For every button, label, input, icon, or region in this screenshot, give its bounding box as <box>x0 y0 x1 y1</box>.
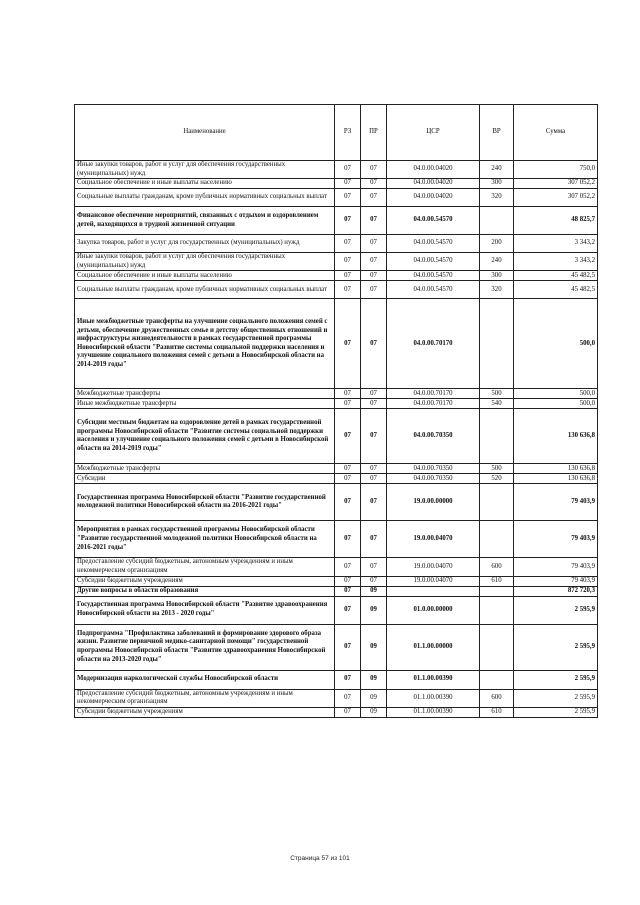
cell-name: Финансовое обеспечение мероприятий, связанных с отдыхом и оздоровлением детей, находящихся в трудной жизненной ситуации <box>75 207 335 235</box>
cell-rz: 07 <box>335 586 361 596</box>
table-row <box>75 179 598 189</box>
cell-name: Социальные выплаты гражданам, кроме публичных нормативных социальных выплат <box>75 281 335 299</box>
table-row <box>75 689 598 707</box>
cell-sum: 500,0 <box>514 299 598 389</box>
table-row <box>75 409 598 464</box>
cell-sum: 45 482,5 <box>514 271 598 281</box>
table-row <box>75 189 598 207</box>
cell-csr: 04.0.00.70170 <box>387 389 480 399</box>
cell-sum: 500,0 <box>514 399 598 409</box>
cell-vr: 200 <box>480 235 514 253</box>
cell-rz: 07 <box>335 558 361 576</box>
cell-pr: 07 <box>361 281 387 299</box>
cell-csr: 19.0.00.00000 <box>387 484 480 521</box>
cell-pr: 07 <box>361 207 387 235</box>
table-row <box>75 161 598 179</box>
cell-rz: 07 <box>335 281 361 299</box>
cell-csr <box>387 586 480 596</box>
cell-name: Субсидии бюджетным учреждениям <box>75 707 335 717</box>
cell-vr <box>480 299 514 389</box>
cell-rz: 07 <box>335 299 361 389</box>
cell-csr: 04.0.00.70170 <box>387 399 480 409</box>
cell-sum: 3 343,2 <box>514 235 598 253</box>
cell-vr: 320 <box>480 189 514 207</box>
cell-name: Предоставление субсидий бюджетным, автономным учреждениям и иным некоммерческим организациям <box>75 689 335 707</box>
cell-csr: 19.0.00.04070 <box>387 521 480 558</box>
cell-vr: 610 <box>480 576 514 586</box>
table-row <box>75 253 598 271</box>
cell-vr: 240 <box>480 253 514 271</box>
cell-rz: 07 <box>335 576 361 586</box>
table-row <box>75 521 598 558</box>
cell-sum: 2 595,9 <box>514 624 598 670</box>
cell-sum: 45 482,5 <box>514 281 598 299</box>
cell-rz: 07 <box>335 161 361 179</box>
cell-vr: 500 <box>480 464 514 474</box>
cell-csr: 04.0.00.54570 <box>387 271 480 281</box>
cell-sum: 2 595,9 <box>514 707 598 717</box>
cell-rz: 07 <box>335 189 361 207</box>
cell-vr: 540 <box>480 399 514 409</box>
cell-sum: 130 636,8 <box>514 464 598 474</box>
cell-name: Субсидии бюджетным учреждениям <box>75 576 335 586</box>
cell-sum: 79 403,9 <box>514 484 598 521</box>
cell-vr: 600 <box>480 689 514 707</box>
cell-vr <box>480 596 514 624</box>
cell-pr: 07 <box>361 558 387 576</box>
table-row <box>75 484 598 521</box>
table-row <box>75 235 598 253</box>
cell-csr: 01.1.00.00390 <box>387 689 480 707</box>
cell-name: Предоставление субсидий бюджетным, автономным учреждениям и иным некоммерческим организациям <box>75 558 335 576</box>
cell-rz: 07 <box>335 707 361 717</box>
table-row <box>75 558 598 576</box>
table-row <box>75 707 598 717</box>
cell-name: Мероприятия в рамках государственной программы Новосибирской области "Развитие государственной молодежной политики Новосибирской области на 2016-2021 годы" <box>75 521 335 558</box>
cell-pr: 07 <box>361 484 387 521</box>
cell-vr <box>480 484 514 521</box>
cell-sum: 750,0 <box>514 161 598 179</box>
cell-pr: 07 <box>361 464 387 474</box>
table-row <box>75 389 598 399</box>
table-row <box>75 299 598 389</box>
cell-sum: 307 052,2 <box>514 189 598 207</box>
cell-name: Иные межбюджетные трансферты на улучшение социального положения семей с детьми, обеспечение дружественных семье и детству общественных отношений и инфраструктуры жизнедеятельности в рамках государственной программы Новосибирской области "Развитие системы социальной поддержки населения и улучшение социального положения семей с детьми в Новосибирской области на 2014-2019 годы" <box>75 299 335 389</box>
cell-vr <box>480 670 514 689</box>
cell-rz: 07 <box>335 689 361 707</box>
cell-vr <box>480 586 514 596</box>
cell-rz: 07 <box>335 271 361 281</box>
cell-rz: 07 <box>335 474 361 484</box>
cell-vr <box>480 207 514 235</box>
cell-name: Закупка товаров, работ и услуг для государственных (муниципальных) нужд <box>75 235 335 253</box>
header-rz: РЗ <box>335 105 361 161</box>
cell-csr: 04.0.00.70350 <box>387 474 480 484</box>
table-row <box>75 281 598 299</box>
header-name: Наименование <box>75 105 335 161</box>
cell-csr: 04.0.00.04020 <box>387 161 480 179</box>
cell-vr <box>480 624 514 670</box>
cell-name: Другие вопросы в области образования <box>75 586 335 596</box>
cell-pr: 07 <box>361 521 387 558</box>
cell-sum: 500,0 <box>514 389 598 399</box>
cell-name: Модернизация наркологической службы Новосибирской области <box>75 670 335 689</box>
cell-pr: 07 <box>361 179 387 189</box>
cell-pr: 07 <box>361 271 387 281</box>
cell-pr: 07 <box>361 474 387 484</box>
cell-csr: 19.0.00.04070 <box>387 558 480 576</box>
table-row <box>75 399 598 409</box>
cell-name: Государственная программа Новосибирской области "Развитие государственной молодежной политики Новосибирской области на 2016-2021 годы" <box>75 484 335 521</box>
cell-vr: 320 <box>480 281 514 299</box>
cell-csr: 04.0.00.54570 <box>387 235 480 253</box>
cell-name: Государственная программа Новосибирской области "Развитие здравоохранения Новосибирской области на 2013 - 2020 годы" <box>75 596 335 624</box>
cell-rz: 07 <box>335 596 361 624</box>
cell-sum: 79 403,9 <box>514 521 598 558</box>
cell-sum: 79 403,9 <box>514 576 598 586</box>
table-row <box>75 271 598 281</box>
cell-vr: 300 <box>480 179 514 189</box>
table-row <box>75 464 598 474</box>
cell-sum: 307 052,2 <box>514 179 598 189</box>
cell-vr: 520 <box>480 474 514 484</box>
cell-name: Межбюджетные трансферты <box>75 389 335 399</box>
cell-vr: 610 <box>480 707 514 717</box>
cell-rz: 07 <box>335 521 361 558</box>
cell-rz: 07 <box>335 179 361 189</box>
cell-csr: 04.0.00.04020 <box>387 189 480 207</box>
cell-pr: 07 <box>361 299 387 389</box>
table-row <box>75 474 598 484</box>
table-row <box>75 624 598 670</box>
cell-name: Подпрограмма "Профилактика заболеваний и формирование здорового образа жизни. Развитие первичной медико-санитарной помощи" государственной программы Новосибирской области "Развитие здравоохранения Новосибирской области на 2013-2020 годы" <box>75 624 335 670</box>
budget-page <box>74 104 597 718</box>
cell-sum: 2 595,9 <box>514 596 598 624</box>
table-row <box>75 207 598 235</box>
table-row <box>75 576 598 586</box>
header-csr: ЦСР <box>387 105 480 161</box>
header-pr: ПР <box>361 105 387 161</box>
cell-rz: 07 <box>335 409 361 464</box>
cell-pr: 07 <box>361 235 387 253</box>
cell-pr: 07 <box>361 253 387 271</box>
cell-csr: 01.1.00.00390 <box>387 707 480 717</box>
cell-rz: 07 <box>335 624 361 670</box>
cell-rz: 07 <box>335 484 361 521</box>
cell-pr: 07 <box>361 576 387 586</box>
cell-sum: 872 720,3 <box>514 586 598 596</box>
cell-csr: 01.1.00.00390 <box>387 670 480 689</box>
cell-name: Межбюджетные трансферты <box>75 464 335 474</box>
cell-sum: 79 403,9 <box>514 558 598 576</box>
cell-sum: 130 636,8 <box>514 474 598 484</box>
cell-csr: 04.0.00.70350 <box>387 409 480 464</box>
table-row <box>75 670 598 689</box>
cell-pr: 07 <box>361 189 387 207</box>
cell-csr: 04.0.00.54570 <box>387 207 480 235</box>
cell-sum: 2 595,9 <box>514 670 598 689</box>
cell-vr <box>480 521 514 558</box>
cell-vr: 300 <box>480 271 514 281</box>
budget-table <box>74 104 598 718</box>
cell-name: Субсидии <box>75 474 335 484</box>
cell-pr: 09 <box>361 596 387 624</box>
cell-csr: 01.1.00.00000 <box>387 624 480 670</box>
cell-pr: 09 <box>361 624 387 670</box>
cell-rz: 07 <box>335 389 361 399</box>
table-body <box>75 161 598 718</box>
cell-vr: 500 <box>480 389 514 399</box>
cell-pr: 09 <box>361 586 387 596</box>
cell-name: Иные межбюджетные трансферты <box>75 399 335 409</box>
cell-rz: 07 <box>335 235 361 253</box>
cell-name: Иные закупки товаров, работ и услуг для обеспечения государственных (муниципальных) нужд <box>75 161 335 179</box>
cell-rz: 07 <box>335 464 361 474</box>
cell-csr: 04.0.00.70350 <box>387 464 480 474</box>
cell-vr: 600 <box>480 558 514 576</box>
cell-csr: 04.0.00.70170 <box>387 299 480 389</box>
cell-csr: 04.0.00.54570 <box>387 281 480 299</box>
cell-name: Социальное обеспечение и иные выплаты населению <box>75 271 335 281</box>
cell-sum: 2 595,9 <box>514 689 598 707</box>
cell-pr: 07 <box>361 399 387 409</box>
header-vr: ВР <box>480 105 514 161</box>
table-row <box>75 586 598 596</box>
cell-pr: 09 <box>361 670 387 689</box>
table-row <box>75 596 598 624</box>
cell-pr: 07 <box>361 389 387 399</box>
cell-rz: 07 <box>335 207 361 235</box>
cell-sum: 48 825,7 <box>514 207 598 235</box>
cell-csr: 04.0.00.54570 <box>387 253 480 271</box>
cell-name: Иные закупки товаров, работ и услуг для обеспечения государственных (муниципальных) нужд <box>75 253 335 271</box>
cell-sum: 130 636,8 <box>514 409 598 464</box>
cell-name: Социальное обеспечение и иные выплаты населению <box>75 179 335 189</box>
cell-csr: 19.0.00.04070 <box>387 576 480 586</box>
page-number: Страница 57 из 101 <box>290 855 350 862</box>
cell-pr: 09 <box>361 707 387 717</box>
cell-rz: 07 <box>335 670 361 689</box>
cell-vr: 240 <box>480 161 514 179</box>
cell-name: Социальные выплаты гражданам, кроме публичных нормативных социальных выплат <box>75 189 335 207</box>
cell-rz: 07 <box>335 399 361 409</box>
table-header-row <box>75 105 598 161</box>
header-sum: Сумма <box>514 105 598 161</box>
cell-rz: 07 <box>335 253 361 271</box>
cell-name: Субсидии местным бюджетам на оздоровление детей в рамках государственной программы Новосибирской области "Развитие системы социальной поддержки населения и улучшение социального положения семей с детьми в Новосибирской области на 2014-2019 годы" <box>75 409 335 464</box>
cell-csr: 04.0.00.04020 <box>387 179 480 189</box>
cell-pr: 07 <box>361 409 387 464</box>
cell-vr <box>480 409 514 464</box>
cell-pr: 09 <box>361 689 387 707</box>
cell-sum: 3 343,2 <box>514 253 598 271</box>
cell-pr: 07 <box>361 161 387 179</box>
cell-csr: 01.0.00.00000 <box>387 596 480 624</box>
